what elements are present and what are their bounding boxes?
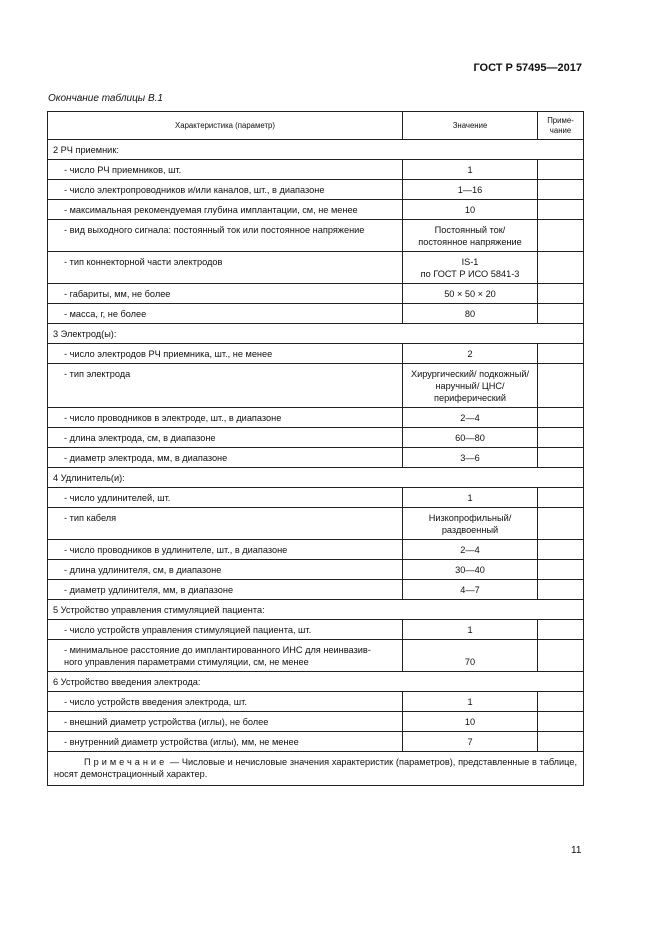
value-cell: 2—4 (403, 408, 538, 428)
note-cell (538, 200, 584, 220)
note-cell (538, 732, 584, 752)
table-row (48, 508, 584, 540)
table-row (48, 304, 584, 324)
table-row (48, 408, 584, 428)
parameter-cell: - масса, г, не более (48, 304, 403, 324)
value-cell: Хирургический/ подкожный/ наручный/ ЦНС/ периферический (403, 364, 538, 408)
parameter-cell: - диаметр удлинителя, мм, в диапазоне (48, 580, 403, 600)
table-note (48, 752, 584, 786)
parameter-cell: - тип кабеля (48, 508, 403, 540)
parameter-cell: - вид выходного сигнала: постоянный ток или постоянное напряжение (48, 220, 403, 252)
page-number: 11 (571, 845, 582, 856)
value-cell: 60—80 (403, 428, 538, 448)
parameter-cell: - число проводников в электроде, шт., в диапазоне (48, 408, 403, 428)
parameter-cell: - число электропроводников и/или каналов, шт., в диапазоне (48, 180, 403, 200)
value-cell: 2 (403, 344, 538, 364)
parameter-cell: - внешний диаметр устройства (иглы), не более (48, 712, 403, 732)
table-row (48, 560, 584, 580)
note-cell (538, 364, 584, 408)
table-row (48, 220, 584, 252)
table-section-row (48, 140, 584, 160)
table-row (48, 540, 584, 560)
note-cell (538, 508, 584, 540)
table-row (48, 284, 584, 304)
table-row (48, 580, 584, 600)
note-cell (538, 344, 584, 364)
table-note-row (48, 752, 584, 786)
section-title: 6 Устройство введения электрода: (48, 672, 584, 692)
value-cell: 2—4 (403, 540, 538, 560)
note-cell (538, 408, 584, 428)
note-cell (538, 448, 584, 468)
parameter-cell: - габариты, мм, не более (48, 284, 403, 304)
note-cell (538, 284, 584, 304)
parameter-cell: - длина удлинителя, см, в диапазоне (48, 560, 403, 580)
value-cell: 50 × 50 × 20 (403, 284, 538, 304)
parameter-cell: - тип коннекторной части электродов (48, 252, 403, 284)
note-cell (538, 180, 584, 200)
value-cell: 10 (403, 712, 538, 732)
parameter-cell: - число удлинителей, шт. (48, 488, 403, 508)
note-cell (538, 560, 584, 580)
column-header-value: Значение (403, 112, 538, 140)
table-row (48, 160, 584, 180)
value-cell: 30—40 (403, 560, 538, 580)
table-row (48, 252, 584, 284)
table-row (48, 692, 584, 712)
parameter-cell: - диаметр электрода, мм, в диапазоне (48, 448, 403, 468)
table-row (48, 620, 584, 640)
parameter-cell: - минимальное расстояние до имплантированного ИНС для неинвазив- ного управления параметрами стимуляции, см, не менее (48, 640, 403, 672)
parameter-cell: - максимальная рекомендуемая глубина имплантации, см, не менее (48, 200, 403, 220)
note-cell (538, 488, 584, 508)
value-cell: IS-1 по ГОСТ Р ИСО 5841-3 (403, 252, 538, 284)
table-row (48, 200, 584, 220)
parameter-cell: - число РЧ приемников, шт. (48, 160, 403, 180)
column-header-parameter: Характеристика (параметр) (48, 112, 403, 140)
note-cell (538, 640, 584, 672)
note-cell (538, 428, 584, 448)
table-row (48, 712, 584, 732)
section-title: 2 РЧ приемник: (48, 140, 584, 160)
table-header-row (48, 112, 584, 140)
note-cell (538, 540, 584, 560)
value-cell: 10 (403, 200, 538, 220)
parameter-cell: - число устройств введения электрода, шт. (48, 692, 403, 712)
note-cell (538, 252, 584, 284)
value-cell: 70 (403, 640, 538, 672)
parameter-cell: - тип электрода (48, 364, 403, 408)
note-cell (538, 160, 584, 180)
spec-table (47, 111, 584, 786)
table-section-row (48, 600, 584, 620)
value-cell: 1—16 (403, 180, 538, 200)
table-section-row (48, 468, 584, 488)
table-row (48, 640, 584, 672)
value-cell: 1 (403, 620, 538, 640)
note-cell (538, 304, 584, 324)
value-cell: 7 (403, 732, 538, 752)
value-cell: Низкопрофильный/ раздвоенный (403, 508, 538, 540)
value-cell: 4—7 (403, 580, 538, 600)
value-cell: 3—6 (403, 448, 538, 468)
note-cell (538, 580, 584, 600)
table-row (48, 428, 584, 448)
column-header-note: Приме- чание (538, 112, 584, 140)
note-text: — Числовые и нечисловые значения характеристик (параметров), представленные в таблице, носят демонстрационный характер. (54, 757, 577, 779)
note-cell (538, 220, 584, 252)
parameter-cell: - длина электрода, см, в диапазоне (48, 428, 403, 448)
note-cell (538, 620, 584, 640)
parameter-cell: - число проводников в удлинителе, шт., в диапазоне (48, 540, 403, 560)
table-row (48, 344, 584, 364)
note-cell (538, 692, 584, 712)
table-section-row (48, 672, 584, 692)
value-cell: Постоянный ток/ постоянное напряжение (403, 220, 538, 252)
document-code: ГОСТ Р 57495—2017 (473, 62, 582, 74)
table-row (48, 732, 584, 752)
parameter-cell: - число устройств управления стимуляцией пациента, шт. (48, 620, 403, 640)
table-row (48, 364, 584, 408)
parameter-cell: - внутренний диаметр устройства (иглы), мм, не менее (48, 732, 403, 752)
value-cell: 1 (403, 488, 538, 508)
note-cell (538, 712, 584, 732)
table-row (48, 488, 584, 508)
value-cell: 80 (403, 304, 538, 324)
note-label: Примечание (84, 757, 168, 767)
table-caption: Окончание таблицы В.1 (48, 93, 163, 104)
parameter-cell: - число электродов РЧ приемника, шт., не менее (48, 344, 403, 364)
table-row (48, 448, 584, 468)
value-cell: 1 (403, 692, 538, 712)
value-cell: 1 (403, 160, 538, 180)
table-section-row (48, 324, 584, 344)
section-title: 3 Электрод(ы): (48, 324, 584, 344)
table-row (48, 180, 584, 200)
section-title: 4 Удлинитель(и): (48, 468, 584, 488)
section-title: 5 Устройство управления стимуляцией пациента: (48, 600, 584, 620)
